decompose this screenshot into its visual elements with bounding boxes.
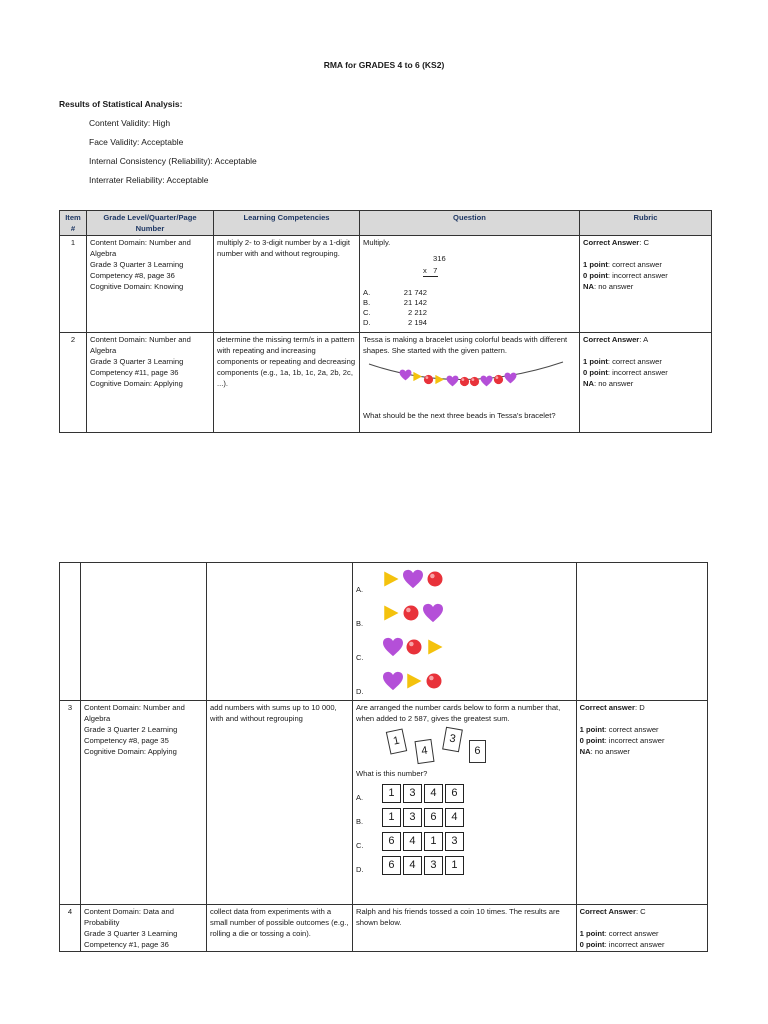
cognitive-domain: Cognitive Domain: Applying <box>90 379 183 388</box>
question-cell: Ralph and his friends tossed a coin 10 times. The results are shown below. <box>352 905 576 952</box>
table-row <box>60 701 708 905</box>
rubric-cell <box>576 701 707 905</box>
rubric-cell <box>576 905 707 952</box>
option-label: A. <box>355 793 364 802</box>
option-d-beads <box>382 670 446 694</box>
rma-table-1 <box>59 210 712 433</box>
content-domain: Content Domain: Number and Algebra <box>84 703 185 723</box>
option-a: A. 21 742 <box>363 288 427 297</box>
digit-box: 1 <box>445 856 464 875</box>
cognitive-domain: Cognitive Domain: Knowing <box>90 282 184 291</box>
competency-cell: multiply 2- to 3-digit number by a 1-digit number with and without regrouping. <box>214 236 360 333</box>
competency-cell: collect data from experiments with a small number of possible outcomes (e.g., rolling a die or tossing a coin). <box>207 905 353 952</box>
option-a <box>356 781 573 805</box>
option-b: B. 21 142 <box>363 298 427 307</box>
multiplier: x 7 <box>423 266 438 275</box>
option-c <box>356 829 573 853</box>
correct-answer-label: Correct Answer <box>579 907 636 916</box>
correct-answer-label: Correct Answer <box>583 335 640 344</box>
na-text: : no answer <box>593 379 634 388</box>
digit-box: 3 <box>403 808 422 827</box>
header-question: Question <box>360 211 580 236</box>
header-grade: Grade Level/Quarter/Page Number <box>87 211 214 236</box>
content-domain: Content Domain: Data and Probability <box>84 907 174 927</box>
digit-box: 4 <box>445 808 464 827</box>
option-label: C. <box>355 841 364 850</box>
correct-answer: : C <box>639 238 649 247</box>
number-cards <box>356 724 573 766</box>
na-label: NA <box>579 747 591 756</box>
digit-box: 1 <box>424 832 443 851</box>
zero-point-text: : incorrect answer <box>604 736 665 745</box>
one-point-label: 1 point <box>579 725 605 734</box>
one-point-label: 1 point <box>579 929 605 938</box>
grade-level-cell <box>87 333 214 433</box>
results-heading: Results of Statistical Analysis: <box>59 99 183 109</box>
correct-answer: : D <box>634 703 645 712</box>
digit-box: 3 <box>403 784 422 803</box>
one-point-text: : correct answer <box>604 929 659 938</box>
digit-box: 3 <box>445 832 464 851</box>
result-internal-consistency: Internal Consistency (Reliability): Acceptable <box>89 156 257 166</box>
item-number-empty <box>60 563 81 701</box>
grade-level-cell <box>81 701 207 905</box>
page-title: RMA for GRADES 4 to 6 (KS2) <box>323 60 445 70</box>
item-number: 4 <box>60 905 81 952</box>
digit-box: 4 <box>403 832 422 851</box>
digit-box: 6 <box>424 808 443 827</box>
correct-answer: : A <box>639 335 649 344</box>
item-number: 3 <box>60 701 81 905</box>
option-label: B. <box>355 619 364 628</box>
competency-empty <box>207 563 353 701</box>
digit-box: 4 <box>424 784 443 803</box>
question-text: Tessa is making a bracelet using colorful beads with different shapes. She started with the given pattern. <box>363 335 568 355</box>
content-domain: Content Domain: Number and Algebra <box>90 335 191 355</box>
question-cell <box>360 333 580 433</box>
rubric-cell <box>580 333 712 433</box>
cognitive-domain: Cognitive Domain: Applying <box>84 747 177 756</box>
number-card: 4 <box>414 739 434 764</box>
grade-quarter: Grade 3 Quarter 2 Learning Competency #8, page 35 <box>84 725 178 745</box>
item-number: 2 <box>60 333 87 433</box>
na-text: : no answer <box>590 747 630 756</box>
question-prompt: What should be the next three beads in Tessa's bracelet? <box>363 411 556 420</box>
digit-box: 1 <box>382 808 401 827</box>
header-rubric: Rubric <box>580 211 712 236</box>
option-c: C. 2 212 <box>363 308 427 317</box>
option-d <box>356 853 573 877</box>
multiplicand: 316 <box>433 254 446 263</box>
digit-box: 6 <box>382 856 401 875</box>
result-face-validity: Face Validity: Acceptable <box>89 137 184 147</box>
zero-point-text: : incorrect answer <box>607 368 668 377</box>
zero-point-label: 0 point <box>579 736 605 745</box>
digit-box: 6 <box>445 784 464 803</box>
zero-point-label: 0 point <box>583 368 608 377</box>
zero-point-text: : incorrect answer <box>604 940 665 949</box>
number-card: 3 <box>442 727 463 753</box>
digit-box: 6 <box>382 832 401 851</box>
one-point-text: : correct answer <box>604 725 659 734</box>
table-row <box>60 905 708 952</box>
grade-quarter: Grade 3 Quarter 3 Learning Competency #11, page 36 <box>90 357 184 377</box>
option-label: B. <box>355 817 364 826</box>
option-label: D. <box>355 687 364 696</box>
rubric-cell <box>580 236 712 333</box>
option-a-beads <box>382 568 446 592</box>
na-label: NA <box>583 282 594 291</box>
option-label: C. <box>355 653 364 662</box>
content-domain: Content Domain: Number and Algebra <box>90 238 191 258</box>
competency-cell: determine the missing term/s in a pattern with repeating and increasing components or repeating and decreasing components (e.g., 1a, 1b, 1c, 2a, 2b, 2c, ...). <box>214 333 360 433</box>
grade-level-cell <box>87 236 214 333</box>
grade-level-cell <box>81 905 207 952</box>
digit-box: 1 <box>382 784 401 803</box>
option-b-beads <box>382 602 446 626</box>
option-d <box>356 665 573 699</box>
result-interrater-reliability: Interrater Reliability: Acceptable <box>89 175 209 185</box>
option-c <box>356 631 573 665</box>
question-cell <box>360 236 580 333</box>
table-row <box>60 333 712 433</box>
result-content-validity: Content Validity: High <box>89 118 171 128</box>
bead-bracelet-pattern <box>363 356 568 404</box>
question-cell <box>352 701 576 905</box>
one-point-text: : correct answer <box>607 357 662 366</box>
bead-options-cell <box>352 563 576 701</box>
option-d: D. 2 194 <box>363 318 427 327</box>
item-number: 1 <box>60 236 87 333</box>
number-card: 1 <box>386 728 407 754</box>
header-item: Item # <box>60 211 87 236</box>
one-point-label: 1 point <box>583 357 608 366</box>
correct-answer: : C <box>635 907 646 916</box>
grade-level-empty <box>81 563 207 701</box>
rma-table-2 <box>59 562 708 952</box>
number-card: 6 <box>469 740 486 763</box>
question-text: Multiply. <box>363 238 391 247</box>
option-b <box>356 805 573 829</box>
correct-answer-label: Correct Answer <box>583 238 640 247</box>
question-text: Are arranged the number cards below to form a number that, when added to 2 587, gives the greatest sum. <box>355 703 561 723</box>
correct-answer-label: Correct answer <box>579 703 635 712</box>
grade-quarter: Grade 3 Quarter 3 Learning Competency #8, page 36 <box>90 260 184 280</box>
multiplication-problem <box>363 248 576 288</box>
table-row <box>60 236 712 333</box>
table-row <box>60 563 708 701</box>
option-a <box>356 563 573 597</box>
na-label: NA <box>583 379 594 388</box>
option-label: A. <box>355 585 364 594</box>
option-c-beads <box>382 636 446 660</box>
digit-box: 3 <box>424 856 443 875</box>
digit-box: 4 <box>403 856 422 875</box>
zero-point-label: 0 point <box>579 940 605 949</box>
competency-cell: add numbers with sums up to 10 000, with and without regrouping <box>207 701 353 905</box>
na-text: : no answer <box>593 282 634 291</box>
option-label: D. <box>355 865 364 874</box>
one-point-text: : correct answer <box>607 260 662 269</box>
grade-quarter: Grade 3 Quarter 3 Learning Competency #1, page 36 <box>84 929 178 949</box>
header-competencies: Learning Competencies <box>214 211 360 236</box>
answer-options <box>363 288 576 328</box>
zero-point-label: 0 point <box>583 271 608 280</box>
option-b <box>356 597 573 631</box>
question-prompt: What is this number? <box>355 769 428 778</box>
zero-point-text: : incorrect answer <box>607 271 668 280</box>
rubric-empty <box>576 563 707 701</box>
table-header-row <box>60 211 712 236</box>
one-point-label: 1 point <box>583 260 608 269</box>
